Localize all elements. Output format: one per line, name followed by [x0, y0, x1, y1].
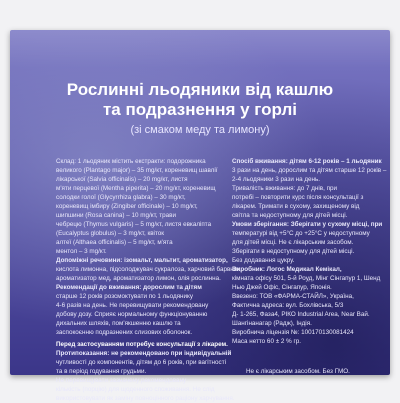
title-line-1: Рослинні льодяники від кашлю [66, 80, 334, 99]
left-column-line: Протипоказання: не рекомендовано при індивідуальній [56, 350, 232, 357]
right-column-line: лікарем. Тримати в сухому, захищеному від [232, 203, 360, 210]
right-column-line: Умови зберігання: Зберігати у сухому місці, при [232, 221, 383, 228]
left-column-line: кількість (порцію) для щоденного споживання. Не слід [56, 386, 215, 393]
right-column-line: Шангінанагар (Радж), Індія. [232, 320, 312, 327]
left-column-line: Допоміжні речовини: ізомальт, мальтит, ароматизатор, [56, 257, 228, 264]
right-column-line: світла та недоступному для дітей місці. [232, 212, 348, 219]
right-column-line: Тривалість вживання: до 7 днів, при [232, 185, 338, 192]
left-column-line: Не перевищувати зазначену рекомендовану [56, 377, 187, 384]
left-column-line: ментол – 3 mg/кт. [56, 248, 107, 255]
left-column-line: ароматизатор мед, ароматизатор лимон, олія рослинна. [56, 275, 221, 282]
left-column-line: чутливості до компонентів, дітям до 6 років, при вагітності [56, 359, 226, 366]
right-column-line: кімната офісу 501, 5-й Роуд, Мінг Сінгапур 1, Шенд [232, 275, 381, 282]
right-column-line: Ввезено: ТОВ «ФАРМА-СТАЙЛ», Україна, [232, 293, 354, 300]
right-column-line: Зберігати в недоступному для дітей місці. [232, 248, 355, 255]
usage-manufacturer-column [232, 157, 392, 346]
left-column-line: солодки голої (Glycyrrhiza glabra) – 30 mg/кт, [56, 194, 186, 201]
left-column-line: добову дозу. Сприяє нормальному функціонуванню [56, 311, 208, 318]
left-column-line: великого (Plantago major) – 35 mg/кт, кореневищ шавлії [56, 167, 218, 174]
left-column-line: використовувати як заміну повноцінного раціону харчування. [56, 395, 235, 402]
left-column-line: старше 12 років розсмоктувати по 1 льодянику [56, 293, 194, 300]
left-column-line: чебрецю (Thymus vulgaris) – 5 mg/кт, листя евкаліпта [56, 221, 212, 228]
composition-column [56, 157, 242, 403]
left-column-line: алтеї (Althaea officinalis) – 5 mg/кт, м'ята [56, 239, 173, 246]
product-subtitle: (зі смаком меду та лимону) [130, 124, 270, 136]
left-column-line: Перед застосуванням потребує консультації з лікарем. [56, 341, 228, 348]
right-column-line: Нью Джей Офіс, Сінгапур, Японія. [232, 284, 332, 291]
left-column-line: заспокоєнню подразнених слизових оболонок. [56, 329, 193, 336]
right-column-line: для дітей місці. Не є лікарським засобом. [232, 239, 354, 246]
right-column-line: Без додавання цукру. [232, 257, 295, 264]
right-column-line: 2-4 льодяники 3 рази на день. [232, 176, 321, 183]
left-column-line: (Eucalyptus globulus) – 3 mg/кт, квіток [56, 230, 165, 237]
right-column-line: потребі – повторити курс після консультації з [232, 194, 364, 201]
left-column-line: Склад: 1 льодяник містить екстракти: подорожника [56, 158, 206, 165]
left-column-line: та в період годування грудьми. [56, 368, 147, 375]
left-column-line: лікарської (Salvia officinalis) – 20 mg/кт, листя [56, 176, 188, 183]
right-column-line: Д- 1-265, Фаза4, РІКО Industrial Area, Near Вай. [232, 311, 370, 318]
not-medicine-note: Не є лікарським засобом. Без ГМО. [246, 368, 350, 375]
left-column-line: Рекомендації до вживання: дорослим та дітям [56, 284, 202, 291]
right-column-line: Маса нетто 60 ± 2 % гр. [232, 338, 302, 345]
right-column-line: температурі від +5°С до +25°С у недоступному [232, 230, 370, 237]
right-column-line: Фактична адреса: вул. Бохлівська, 5/3 [232, 302, 344, 309]
left-column-line: кореневищ імбиру (Zingiber officinale) – 10 mg/кт, [56, 203, 198, 210]
right-column-line: Виробник: Логос Медикал Кемікал, [232, 266, 342, 273]
right-column-line: Виробнича ліцензія №: 100170130081424 [232, 329, 354, 336]
product-title [10, 80, 390, 120]
right-column-line: 3 рази на день, дорослим та дітям старше 12 років – [232, 167, 387, 174]
title-line-2: та подразнення у горлі [102, 100, 298, 119]
left-column-line: м'яти перцевої (Mentha piperita) – 20 mg/кт, кореневищ [56, 185, 216, 192]
left-column-line: дихальних шляхів, пом'якшенню кашлю та [56, 320, 181, 327]
left-column-line: 4-6 разів на день. Не перевищувати рекомендовану [56, 302, 209, 309]
left-column-line: шипшини (Rosa canina) – 10 mg/кт, трави [56, 212, 177, 219]
left-column-line: кислота лимонна, підсолоджувач сукралоза, харчовий барвник, [56, 266, 242, 273]
right-column-line: Спосіб вживання: дітям 6-12 років – 1 льодяник [232, 158, 382, 165]
product-box-back [10, 30, 390, 402]
